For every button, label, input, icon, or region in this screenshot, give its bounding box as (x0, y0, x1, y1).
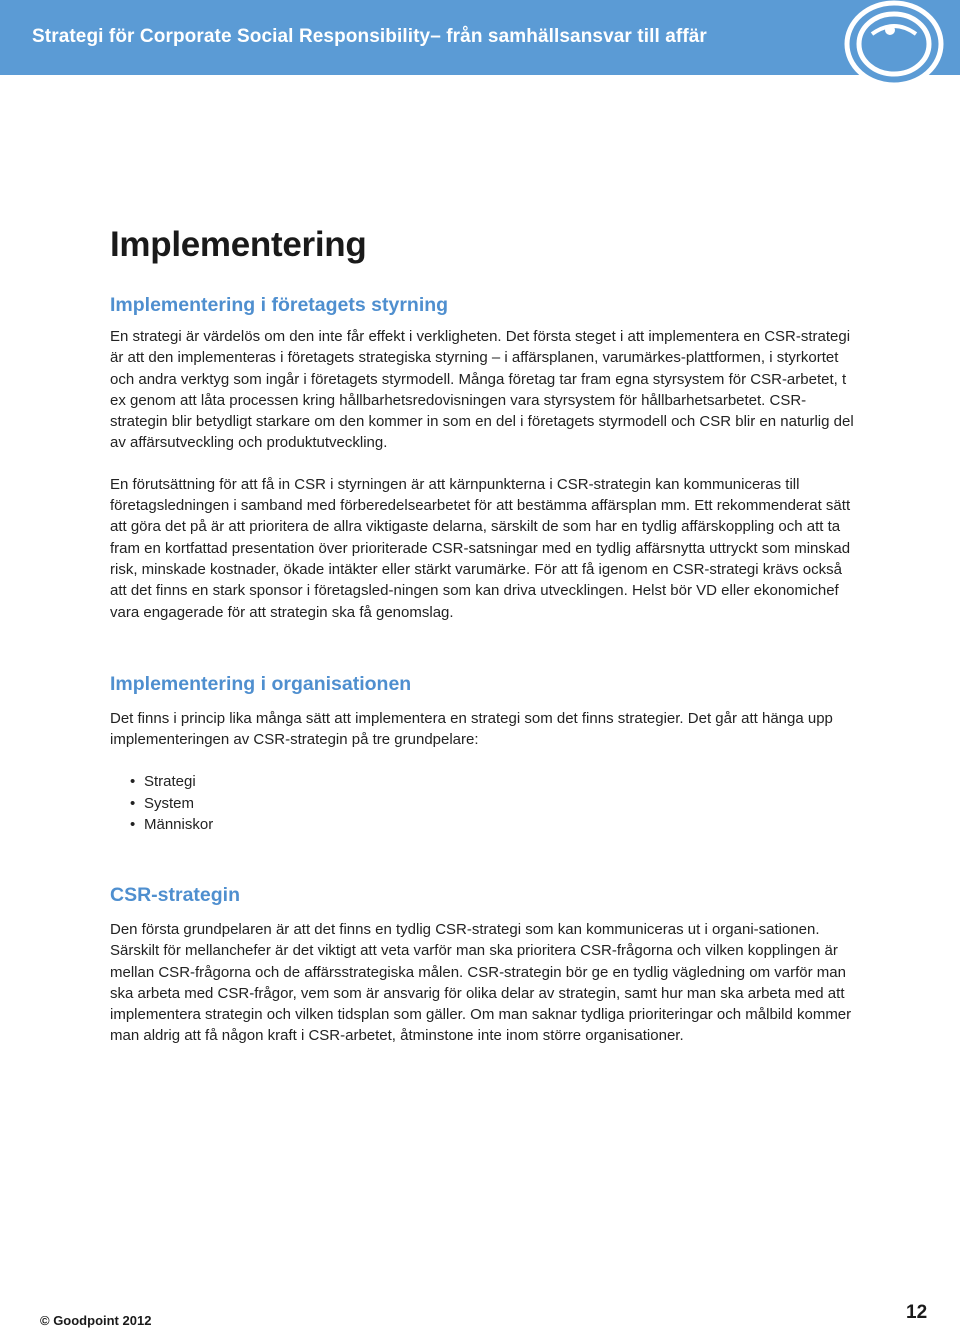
footer-copyright: © Goodpoint 2012 (40, 1313, 152, 1328)
section-heading-csr-strategin: CSR-strategin (110, 883, 241, 906)
paragraph-organisationen: Det finns i princip lika många sätt att implementera en strategi som det finns strategier. Det går att hänga upp implementeringen av CSR-strategin på tre grundpelare: (110, 709, 833, 749)
header-title: Strategi för Corporate Social Responsibility– från samhällsansvar till affär (32, 26, 707, 47)
paragraph-styrning-1: En strategi är värdelös om den inte får effekt i verkligheten. Det första steget i att implementera en CSR-strategi är att den implementeras i företagets strategiska styrning – i affärsplanen, varumärkes-plattformen, i styrkortet och andra verktyg som ingår i företagets styrmodell. Många företag tar fram egna styrsystem för CSR-arbetet, t ex genom att låta processen kring hållbarhetsredovisningen vara styrsystem för hållbarhetsarbetet. CSR-strategin blir betydligt starkare om den kommer in som en del i företagets styrmodell och CSR blir en naturlig del av affärsutveckling och produktutveckling. (110, 328, 854, 452)
list-item: • System (130, 793, 855, 815)
main-content (110, 222, 855, 1047)
section-heading-organisationen: Implementering i organisationen (110, 672, 412, 695)
paragraph-styrning-2: En förutsättning för att få in CSR i styrningen är att kärnpunkterna i CSR-strategin kan kommuniceras till företagsledningen i samband med förberedelsearbetet för att bestämma affärsplan mm. Ett rekommenderat sätt att göra det på är att prioritera de allra viktigaste delarna, särskilt de som har en tydlig affärskoppling och att ta fram en kortfattad presentation över prioriterade CSR-satsningar med en tydlig affärsnytta uttryckt som minskad risk, minskade kostnader, ökade intäkter eller stärkt varumärke. För att få igenom en CSR-strategi krävs också att det finns en stark sponsor i företagsled-ningen som kan driva utvecklingen. Helst bör VD eller ekonomichef vara engagerade för att strategin ska få genomslag. (110, 475, 851, 621)
goodpoint-logo-icon (838, 0, 948, 92)
paragraph-csr-strategin: Den första grundpelaren är att det finns en tydlig CSR-strategi som kan kommuniceras ut i organi-sationen. Särskilt för mellanchefer är det viktigt att veta varför man ska prioritera CSR-frågorna och vilken kopplingen är mellan CSR-frågorna och de affärsstrategiska målen. CSR-strategin bör ge en tydlig vägledning om varför man ska arbeta med CSR-frågor, vem som är ansvarig för olika delar av strategin, samt hur man ska arbeta med att implementera strategin och vilken tidsplan som gäller. Om man saknar tydliga prioriteringar och målbild kommer man aldrig att få någon kraft i CSR-arbetet, åtminstone inte inom större organisationer. (110, 920, 852, 1045)
list-item: • Strategi (130, 771, 855, 793)
section-heading-styrning: Implementering i företagets styrning (110, 294, 449, 316)
page-title: Implementering (110, 225, 367, 264)
pillars-list (130, 771, 855, 836)
list-item: • Människor (130, 814, 855, 836)
page-number: 12 (906, 1302, 928, 1323)
